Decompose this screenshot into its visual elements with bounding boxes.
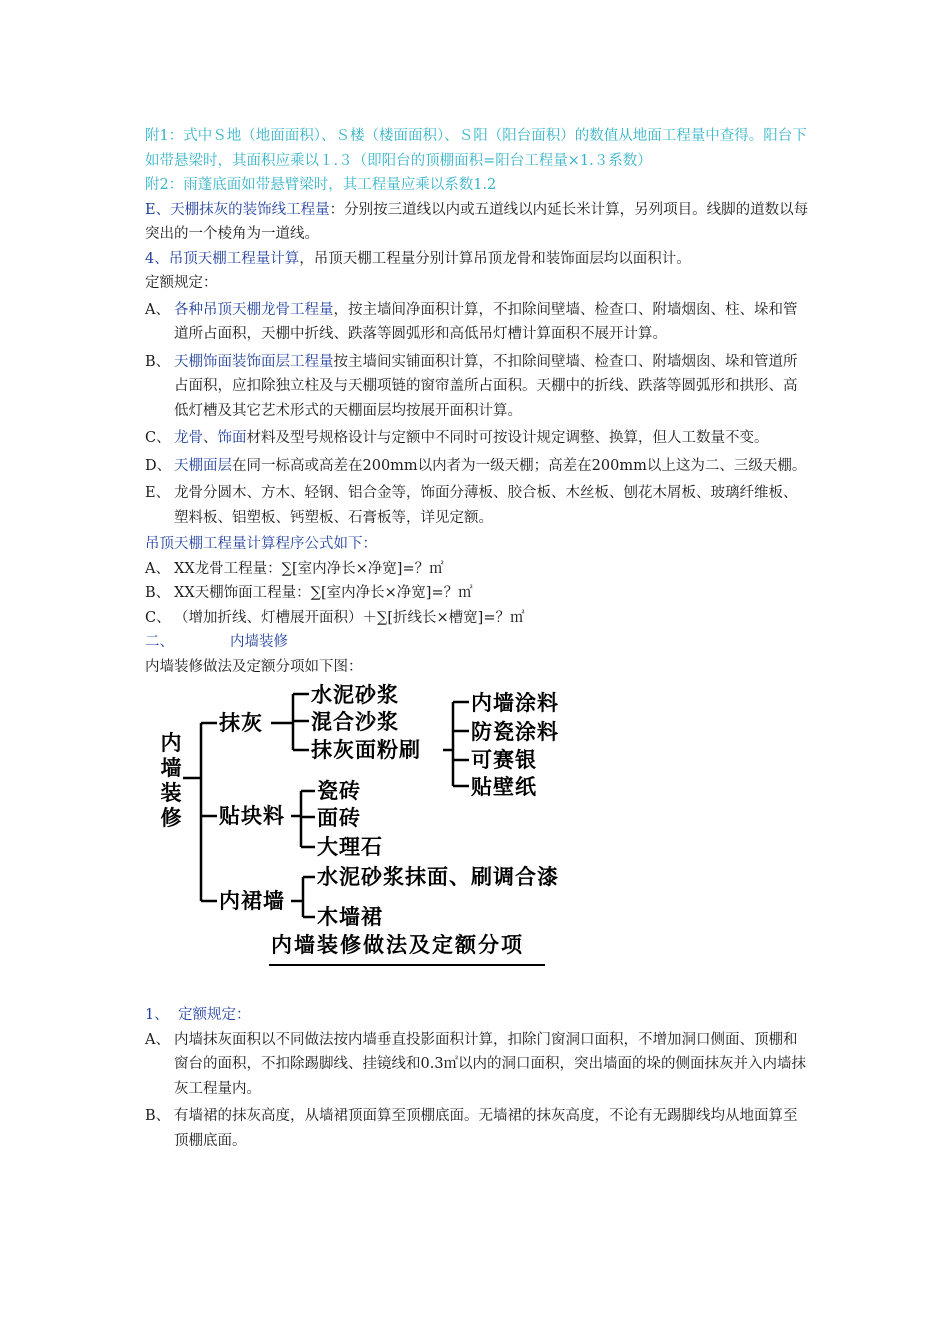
- formula-c-text: （增加折线、灯槽展开面积）＋∑[折线长×槽宽]=？㎡: [174, 609, 525, 626]
- diagram-cement-paint: 水泥砂浆抹面、刷调合漆: [317, 865, 559, 889]
- section-e-text: ：分别按三道线以内或五道线以内延长米计算，另列项目。线脚的道数以每突出的一个棱角为一道线。: [145, 201, 809, 242]
- diagram-branch-dado: 内裙墙: [219, 889, 285, 913]
- formula-b-text: XX天棚饰面工程量：∑[室内净长×净宽]=？㎡: [174, 585, 473, 601]
- diagram-branch-plaster: 抹灰: [219, 711, 263, 735]
- wall-rule-a-mark: A、: [145, 1031, 170, 1048]
- formula-title: 吊顶天棚工程量计算程序公式如下：: [145, 536, 377, 552]
- rule-d: [145, 454, 810, 479]
- section-4-text: ，吊顶天棚工程量分别计算吊顶龙骨和装饰面层均以面积计。: [299, 250, 691, 267]
- rule-a-text: ，按主墙间净面积计算，不扣除间壁墙、检查口、附墙烟囱、柱、垛和管道所占面积，天棚中折线、跌落等圆弧形和高低吊灯槽计算面积不展开计算。: [174, 301, 798, 342]
- subheading-1-num: 1、: [145, 1007, 169, 1023]
- diagram-face-brick: 面砖: [317, 806, 361, 830]
- diagram-branch-tile: 贴块料: [219, 804, 285, 828]
- rule-d-highlight: 天棚面层: [174, 457, 232, 474]
- diagram-plaster-paint: 抹灰面粉刷: [311, 738, 421, 762]
- section-e: [145, 198, 810, 247]
- formula-b: [145, 581, 810, 606]
- diagram-root: 内墙装修: [160, 731, 182, 830]
- rule-c-highlight: 龙骨: [174, 430, 203, 446]
- heading-2-title: 内墙装修: [230, 634, 288, 650]
- rule-c-highlight-2: 饰面: [217, 430, 247, 446]
- rule-a-highlight: 各种吊顶天棚龙骨工程量: [174, 301, 334, 318]
- rule-e-mark: E、: [145, 485, 171, 501]
- note-2: 附2：雨蓬底面如带悬臂梁时，其工程量应乘以系数1.2: [145, 177, 497, 193]
- diagram-cement-mortar: 水泥砂浆: [311, 683, 399, 707]
- diagram-title: 内墙装修做法及定额分项: [271, 933, 524, 957]
- rules-label: 定额规定：: [145, 275, 218, 291]
- rule-a-mark: A、: [145, 301, 170, 318]
- formula-c: [145, 606, 810, 631]
- subheading-1-title: 定额规定：: [177, 1007, 251, 1023]
- diagram-wallpaper: 贴壁纸: [471, 775, 537, 799]
- subheading-1: [145, 1003, 810, 1028]
- rule-c-text: 材料及型号规格设计与定额中不同时可按设计规定调整、换算，但人工数量不变。: [246, 430, 769, 446]
- rule-b-highlight: 天棚饰面装饰面层工程量: [174, 353, 334, 370]
- rule-b-mark: B、: [145, 353, 171, 370]
- note-1: 附1：式中Ｓ地（地面面积）、Ｓ楼（楼面面积）、Ｓ阳（阳台面积）的数值从地面工程量中查得。阳台下如带悬梁时，其面积应乘以１.３（即阳台的顶棚面积=阳台工程量×1.３系数）: [145, 128, 807, 169]
- rule-a: [145, 298, 810, 347]
- document-page: [145, 124, 810, 1153]
- section-4-title: 4、吊顶天棚工程量计算: [145, 250, 300, 267]
- intro-text: 内墙装修做法及定额分项如下图：: [145, 658, 363, 675]
- rule-b-text: 按主墙间实铺面积计算，不扣除间壁墙、检查口、附墙烟囱、垛和管道所占面积，应扣除独立柱及与天棚项链的窗帘盖所占面积。天棚中的折线、跌落等圆弧形和拱形、高低灯槽及其它艺术形式的天棚面层均按展开面积计算。: [174, 353, 798, 419]
- diagram-wood-dado: 木墙裙: [317, 905, 383, 929]
- rule-e-text: 龙骨分圆木、方木、轻钢、铝合金等，饰面分薄板、胶合板、木丝板、刨花木屑板、玻璃纤维板、塑料板、铝塑板、钙塑板、石膏板等，详见定额。: [174, 485, 798, 526]
- formula-a: [145, 557, 810, 582]
- diagram-title-underline: [269, 964, 545, 966]
- heading-2: [145, 630, 810, 655]
- diagram-kesaiyin: 可赛银: [471, 748, 537, 772]
- rule-c-mark: C、: [145, 430, 171, 446]
- wall-rule-b-text: 有墙裙的抹灰高度，从墙裙顶面算至顶棚底面。无墙裙的抹灰高度，不论有无踢脚线均从地面算至顶棚底面。: [174, 1108, 798, 1149]
- rule-e: [145, 481, 810, 530]
- formula-b-mark: B、: [145, 585, 171, 601]
- diagram-ceramic-tile: 瓷砖: [317, 779, 361, 803]
- wall-rule-a-text: 内墙抹灰面积以不同做法按内墙垂直投影面积计算，扣除门窗洞口面积，不增加洞口侧面、顶棚和窗台的面积，不扣除踢脚线、挂镜线和0.3㎡以内的洞口面积，突出墙面的垛的侧面抹灰并入内墙抹灰工程量内。: [174, 1031, 807, 1097]
- wall-rule-b: [145, 1104, 810, 1153]
- section-4: [145, 247, 810, 272]
- diagram-mixed-mortar: 混合沙浆: [311, 710, 399, 734]
- rule-d-mark: D、: [145, 457, 172, 474]
- rule-b: [145, 350, 810, 424]
- heading-2-num: 二、: [145, 634, 174, 650]
- wall-decoration-diagram: [151, 683, 621, 993]
- rule-c-sep: 、: [203, 430, 218, 446]
- diagram-interior-coating: 内墙涂料: [471, 691, 559, 715]
- formula-a-mark: A、: [145, 560, 170, 577]
- diagram-porcelain-coating: 防瓷涂料: [471, 720, 559, 744]
- formula-c-mark: C、: [145, 609, 171, 626]
- formula-a-text: XX龙骨工程量：∑[室内净长×净宽]=？㎡: [174, 560, 444, 577]
- rule-c: [145, 426, 810, 451]
- diagram-marble: 大理石: [317, 835, 383, 859]
- wall-rule-b-mark: B、: [145, 1108, 171, 1124]
- wall-rule-a: [145, 1028, 810, 1102]
- section-e-title: E、天棚抹灰的装饰线工程量: [145, 201, 330, 218]
- rule-d-text: 在同一标高或高差在200mm以内者为一级天棚；高差在200mm以上这为二、三级天棚。: [232, 457, 807, 474]
